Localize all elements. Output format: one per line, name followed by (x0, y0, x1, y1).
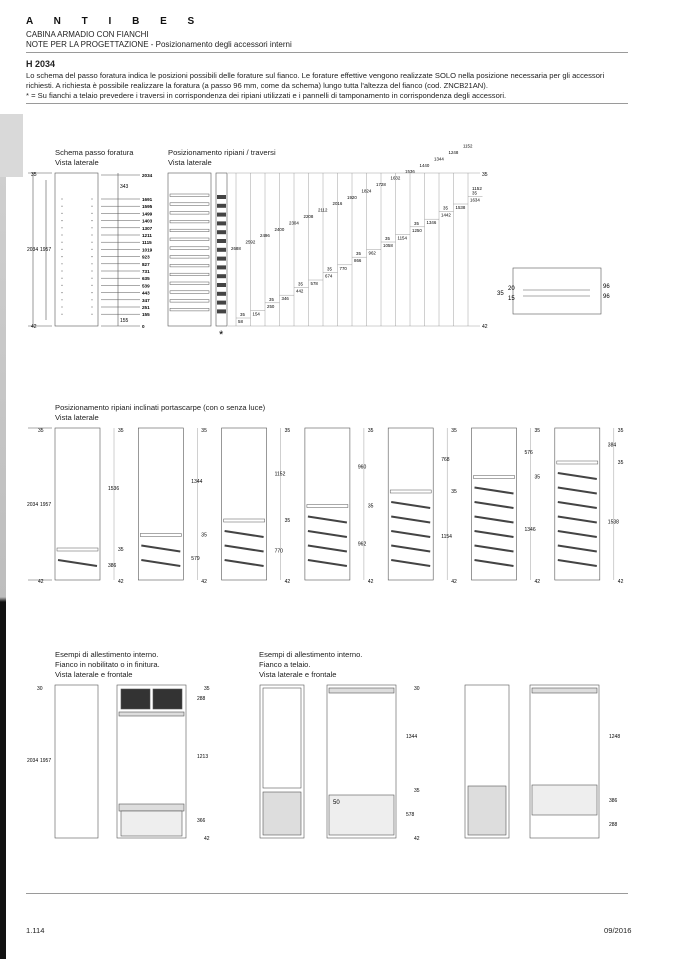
examples2-label-2: Fianco a telaio. (259, 660, 311, 669)
shelf (170, 194, 209, 197)
dim-lower: 866 (354, 258, 362, 264)
crossbar (217, 221, 226, 225)
svg-text:96: 96 (603, 294, 610, 300)
inclined-shelf (391, 502, 430, 508)
shelf (170, 220, 209, 223)
svg-text:35: 35 (617, 428, 624, 434)
dim-lower: 1250 (412, 227, 422, 233)
shelf (170, 264, 209, 267)
dim-upper: 2112 (318, 207, 328, 213)
svg-text:42: 42 (367, 579, 374, 585)
inclined-shelf (58, 560, 97, 566)
dim-upper: 2496 (260, 233, 270, 239)
hole-position: 155 (142, 312, 150, 318)
svg-text:35: 35 (201, 532, 207, 539)
svg-text:42: 42 (534, 579, 541, 585)
svg-text:42: 42 (118, 579, 124, 585)
svg-text:155: 155 (120, 318, 129, 324)
diagram2-label-2: Vista laterale (168, 158, 212, 167)
dim-lower: 1346 (524, 526, 536, 533)
section-title: H 2034 (26, 59, 56, 69)
dim-lower: 1442 (441, 212, 451, 218)
crossbar (217, 274, 226, 278)
hole-position: 827 (142, 261, 150, 267)
svg-text:35: 35 (367, 428, 374, 434)
dim-lower: 578 (310, 281, 318, 286)
flat-shelf (224, 519, 265, 522)
crossbar (217, 283, 226, 287)
dim-upper: 2016 (332, 201, 343, 207)
dim-upper: 1536 (108, 486, 120, 492)
svg-text:35: 35 (534, 428, 541, 434)
svg-text:42: 42 (482, 324, 488, 330)
shelf (170, 308, 209, 311)
dim-lower: 1058 (383, 243, 393, 248)
hole-position: 1115 (142, 240, 152, 246)
diagram3-label-1: Posizionamento ripiani inclinati portascarpe (con o senza luce) (55, 403, 266, 412)
dim-lower: 962 (357, 541, 367, 548)
hole-position: 347 (142, 297, 150, 303)
examples1-label-2: Fianco in nobilitato o in finitura. (55, 660, 160, 669)
dim-upper: 384 (607, 442, 617, 449)
svg-text:35: 35 (414, 220, 419, 226)
dim-upper: 1344 (191, 478, 203, 485)
side-panel (55, 685, 98, 838)
dim-upper: 1920 (347, 194, 357, 200)
svg-text:35: 35 (31, 172, 37, 178)
crossbar (217, 257, 226, 261)
side-panel (222, 428, 267, 580)
side-panel (138, 428, 183, 580)
svg-text:366: 366 (197, 818, 206, 824)
crossbar (217, 239, 226, 243)
dim-lower: 1154 (397, 235, 407, 241)
inclined-shelf (391, 517, 430, 523)
shelf (170, 203, 209, 206)
flat-shelf (557, 461, 598, 464)
inclined-shelf (558, 560, 597, 566)
svg-text:35: 35 (327, 266, 332, 272)
hole-position: 1691 (142, 197, 153, 202)
svg-text:35: 35 (204, 686, 210, 692)
diagram2-label-1: Posizionamento ripiani / traversi (168, 148, 276, 157)
svg-text:96: 96 (603, 284, 610, 290)
dim-upper: 960 (357, 464, 367, 471)
svg-text:35: 35 (451, 428, 457, 434)
svg-text:30: 30 (37, 686, 43, 692)
examples2-label-3: Vista laterale e frontale (259, 670, 337, 679)
hole-position: 1499 (142, 211, 153, 217)
svg-text:42: 42 (31, 324, 37, 330)
dim-lower: 346 (281, 296, 289, 302)
inclined-shelf (308, 560, 347, 566)
dim-lower: 962 (368, 250, 376, 256)
svg-text:35: 35 (414, 788, 420, 794)
intro-para-1: Lo schema del passo foratura indica le posizioni possibili delle forature sul fianco. Le forature effettive vengono realizzate SOLO nella posizione necessaria per gli accessori (26, 71, 605, 80)
dim-lower: 579 (191, 555, 200, 562)
svg-text:42: 42 (201, 579, 207, 585)
svg-text:42: 42 (451, 579, 457, 585)
inclined-shelf (391, 531, 430, 537)
dim-lower: 1634 (470, 197, 480, 203)
svg-text:288: 288 (197, 696, 206, 702)
dim-upper: 2208 (303, 214, 314, 219)
hole-position: 923 (142, 254, 150, 260)
crossbar (217, 292, 226, 296)
crossbar (217, 301, 226, 305)
svg-text:42: 42 (38, 579, 44, 585)
examples1-label-1: Esempi di allestimento interno. (55, 650, 159, 659)
page-note: NOTE PER LA PROGETTAZIONE - Posizionamento degli accessori interni (26, 40, 292, 49)
dim-lower: 770 (274, 548, 283, 555)
inclined-shelf (558, 473, 597, 479)
svg-text:35: 35 (497, 291, 504, 297)
dim-upper: 1344 (434, 156, 444, 162)
svg-text:1957: 1957 (40, 758, 52, 764)
dim-lower: 1538 (455, 205, 466, 210)
svg-text:288: 288 (609, 822, 618, 828)
date: 09/2016 (604, 926, 632, 935)
svg-text:35: 35 (617, 460, 624, 466)
dim-upper: 2592 (245, 239, 256, 245)
svg-text:35: 35 (367, 503, 374, 510)
svg-text:1344: 1344 (406, 734, 418, 740)
shelf (170, 256, 209, 259)
shelf (170, 229, 209, 232)
dim-upper: 1440 (419, 162, 430, 168)
dim-upper: 576 (524, 449, 533, 456)
inclined-shelf (558, 502, 597, 508)
dim-upper: 1152 (463, 143, 473, 149)
svg-text:1957: 1957 (40, 247, 52, 253)
dim-upper: 2304 (289, 220, 299, 226)
svg-text:30: 30 (414, 686, 420, 692)
inclined-shelf (475, 560, 514, 566)
inclined-shelf (558, 517, 597, 523)
svg-text:42: 42 (617, 579, 624, 585)
dim-lower: 1346 (426, 220, 437, 226)
svg-text:35: 35 (240, 312, 245, 317)
flat-shelf (474, 476, 515, 479)
inclined-shelf (475, 488, 514, 494)
dim-lower: 674 (325, 273, 333, 279)
inclined-shelf (558, 546, 597, 552)
hole-position: 1307 (142, 225, 153, 231)
dim-upper: 1248 (448, 150, 459, 155)
hole-position: 1403 (142, 218, 153, 224)
inclined-shelf (391, 546, 430, 552)
crossbar (217, 230, 226, 234)
crossbar (217, 248, 226, 252)
dim-upper: 2688 (231, 246, 241, 251)
dim-upper: 1728 (376, 182, 386, 187)
svg-text:1957: 1957 (40, 502, 52, 508)
shelf (170, 300, 209, 303)
svg-text:1248: 1248 (609, 734, 621, 740)
svg-text:15: 15 (508, 296, 515, 302)
svg-text:35: 35 (443, 205, 448, 211)
hole-position: 1211 (142, 233, 152, 238)
flat-shelf (140, 534, 181, 537)
inclined-shelf (308, 531, 347, 537)
inclined-shelf (141, 546, 180, 552)
svg-text:386: 386 (609, 798, 618, 804)
dim-upper: 1152 (274, 471, 286, 478)
dim-upper: 1824 (361, 188, 372, 194)
page-number: 1.114 (26, 926, 45, 935)
inclined-shelf (558, 531, 597, 537)
side-panel (55, 428, 100, 580)
detail-box (513, 268, 601, 314)
crossbar (217, 265, 226, 269)
svg-text:35: 35 (451, 489, 457, 495)
dim-upper: 1632 (390, 175, 401, 181)
intro-para-2: richiesti. A richiesta è possibile realizzare la foratura (a passo 96 mm, come da schema) lungo tutta l'altezza del fianco (cod. ZNCB21AN). (26, 81, 488, 90)
inclined-shelf (225, 546, 264, 552)
dim-lower: 250 (267, 303, 275, 309)
svg-text:42: 42 (284, 579, 291, 585)
svg-text:35: 35 (356, 251, 361, 257)
svg-text:42: 42 (414, 836, 420, 842)
svg-text:35: 35 (534, 474, 541, 481)
shelf (170, 212, 209, 215)
dim-lower: 154 (252, 311, 260, 317)
hole-position: 1019 (142, 247, 153, 253)
svg-text:20: 20 (508, 286, 515, 292)
dim-lower: 770 (339, 265, 347, 271)
hole-position: 0 (142, 324, 145, 329)
dim-lower: 386 (108, 563, 117, 569)
svg-text:35: 35 (269, 296, 274, 302)
inclined-shelf (308, 517, 347, 523)
hole-position: 1595 (142, 204, 153, 210)
hole-position: 539 (142, 283, 150, 289)
dim-upper: 768 (441, 457, 450, 463)
hole-position: 731 (142, 269, 150, 274)
svg-text:35: 35 (284, 518, 291, 524)
inclined-shelf (391, 560, 430, 566)
crossbar (217, 204, 226, 208)
svg-text:2034: 2034 (27, 502, 39, 508)
inclined-shelf (475, 517, 514, 523)
shelf (170, 282, 209, 285)
divider (26, 893, 628, 894)
diagram3-label-2: Vista laterale (55, 413, 99, 422)
svg-text:35: 35 (38, 428, 44, 434)
svg-text:*: * (219, 329, 224, 341)
svg-text:1152: 1152 (472, 186, 482, 191)
inclined-shelf (475, 502, 514, 508)
inclined-shelf (558, 488, 597, 494)
svg-text:50: 50 (333, 800, 340, 806)
brand-title: A N T I B E S (26, 16, 204, 27)
hole-position: 251 (142, 305, 150, 310)
dim-upper: 2400 (274, 226, 285, 232)
svg-text:35: 35 (385, 236, 390, 241)
crossbar (217, 213, 226, 217)
svg-text:35: 35 (298, 281, 303, 287)
inclined-shelf (141, 560, 180, 566)
dim-lower: 58 (238, 319, 243, 324)
dim-lower: 1154 (441, 534, 452, 540)
dim-upper: 1536 (405, 169, 415, 175)
intro-para-3: * = Su fianchi a telaio prevedere i traversi in corrispondenza dei ripiani utilizzati e i pannelli di tamponamento in corrispondenza degli accessori. (26, 91, 507, 100)
inclined-shelf (475, 546, 514, 552)
inclined-shelf (308, 546, 347, 552)
shelf (170, 247, 209, 250)
svg-text:35: 35 (284, 428, 291, 434)
hole-position: 2034 (142, 173, 153, 178)
shelf (170, 238, 209, 241)
crossbar (217, 309, 226, 313)
svg-text:343: 343 (120, 184, 129, 190)
flat-shelf (57, 548, 98, 551)
flat-shelf (390, 490, 431, 493)
svg-text:2034: 2034 (27, 758, 39, 764)
svg-text:35: 35 (201, 428, 207, 434)
diagram1-label-2: Vista laterale (55, 158, 99, 167)
svg-text:42: 42 (204, 836, 210, 842)
dim-lower: 1538 (607, 519, 619, 526)
hole-position: 443 (142, 290, 150, 296)
diagram1-label-1: Schema passo foratura (55, 148, 134, 157)
side-panel (305, 428, 350, 580)
inclined-shelf (225, 531, 264, 537)
inclined-shelf (225, 560, 264, 566)
page-subtitle: CABINA ARMADIO CON FIANCHI (26, 30, 149, 39)
shelf (170, 273, 209, 276)
hole-position: 635 (142, 276, 150, 282)
svg-text:35: 35 (118, 428, 124, 434)
inclined-shelf (475, 531, 514, 537)
svg-text:35: 35 (482, 172, 488, 178)
dim-lower: 442 (296, 288, 304, 294)
examples1-label-3: Vista laterale e frontale (55, 670, 133, 679)
shelf (170, 291, 209, 294)
svg-text:35: 35 (118, 547, 124, 553)
crossbar (217, 195, 226, 199)
svg-text:1213: 1213 (197, 754, 209, 760)
svg-text:35: 35 (472, 190, 477, 196)
svg-text:578: 578 (406, 812, 415, 818)
flat-shelf (307, 505, 348, 508)
svg-text:2034: 2034 (27, 247, 39, 253)
examples2-label-1: Esempi di allestimento interno. (259, 650, 363, 659)
